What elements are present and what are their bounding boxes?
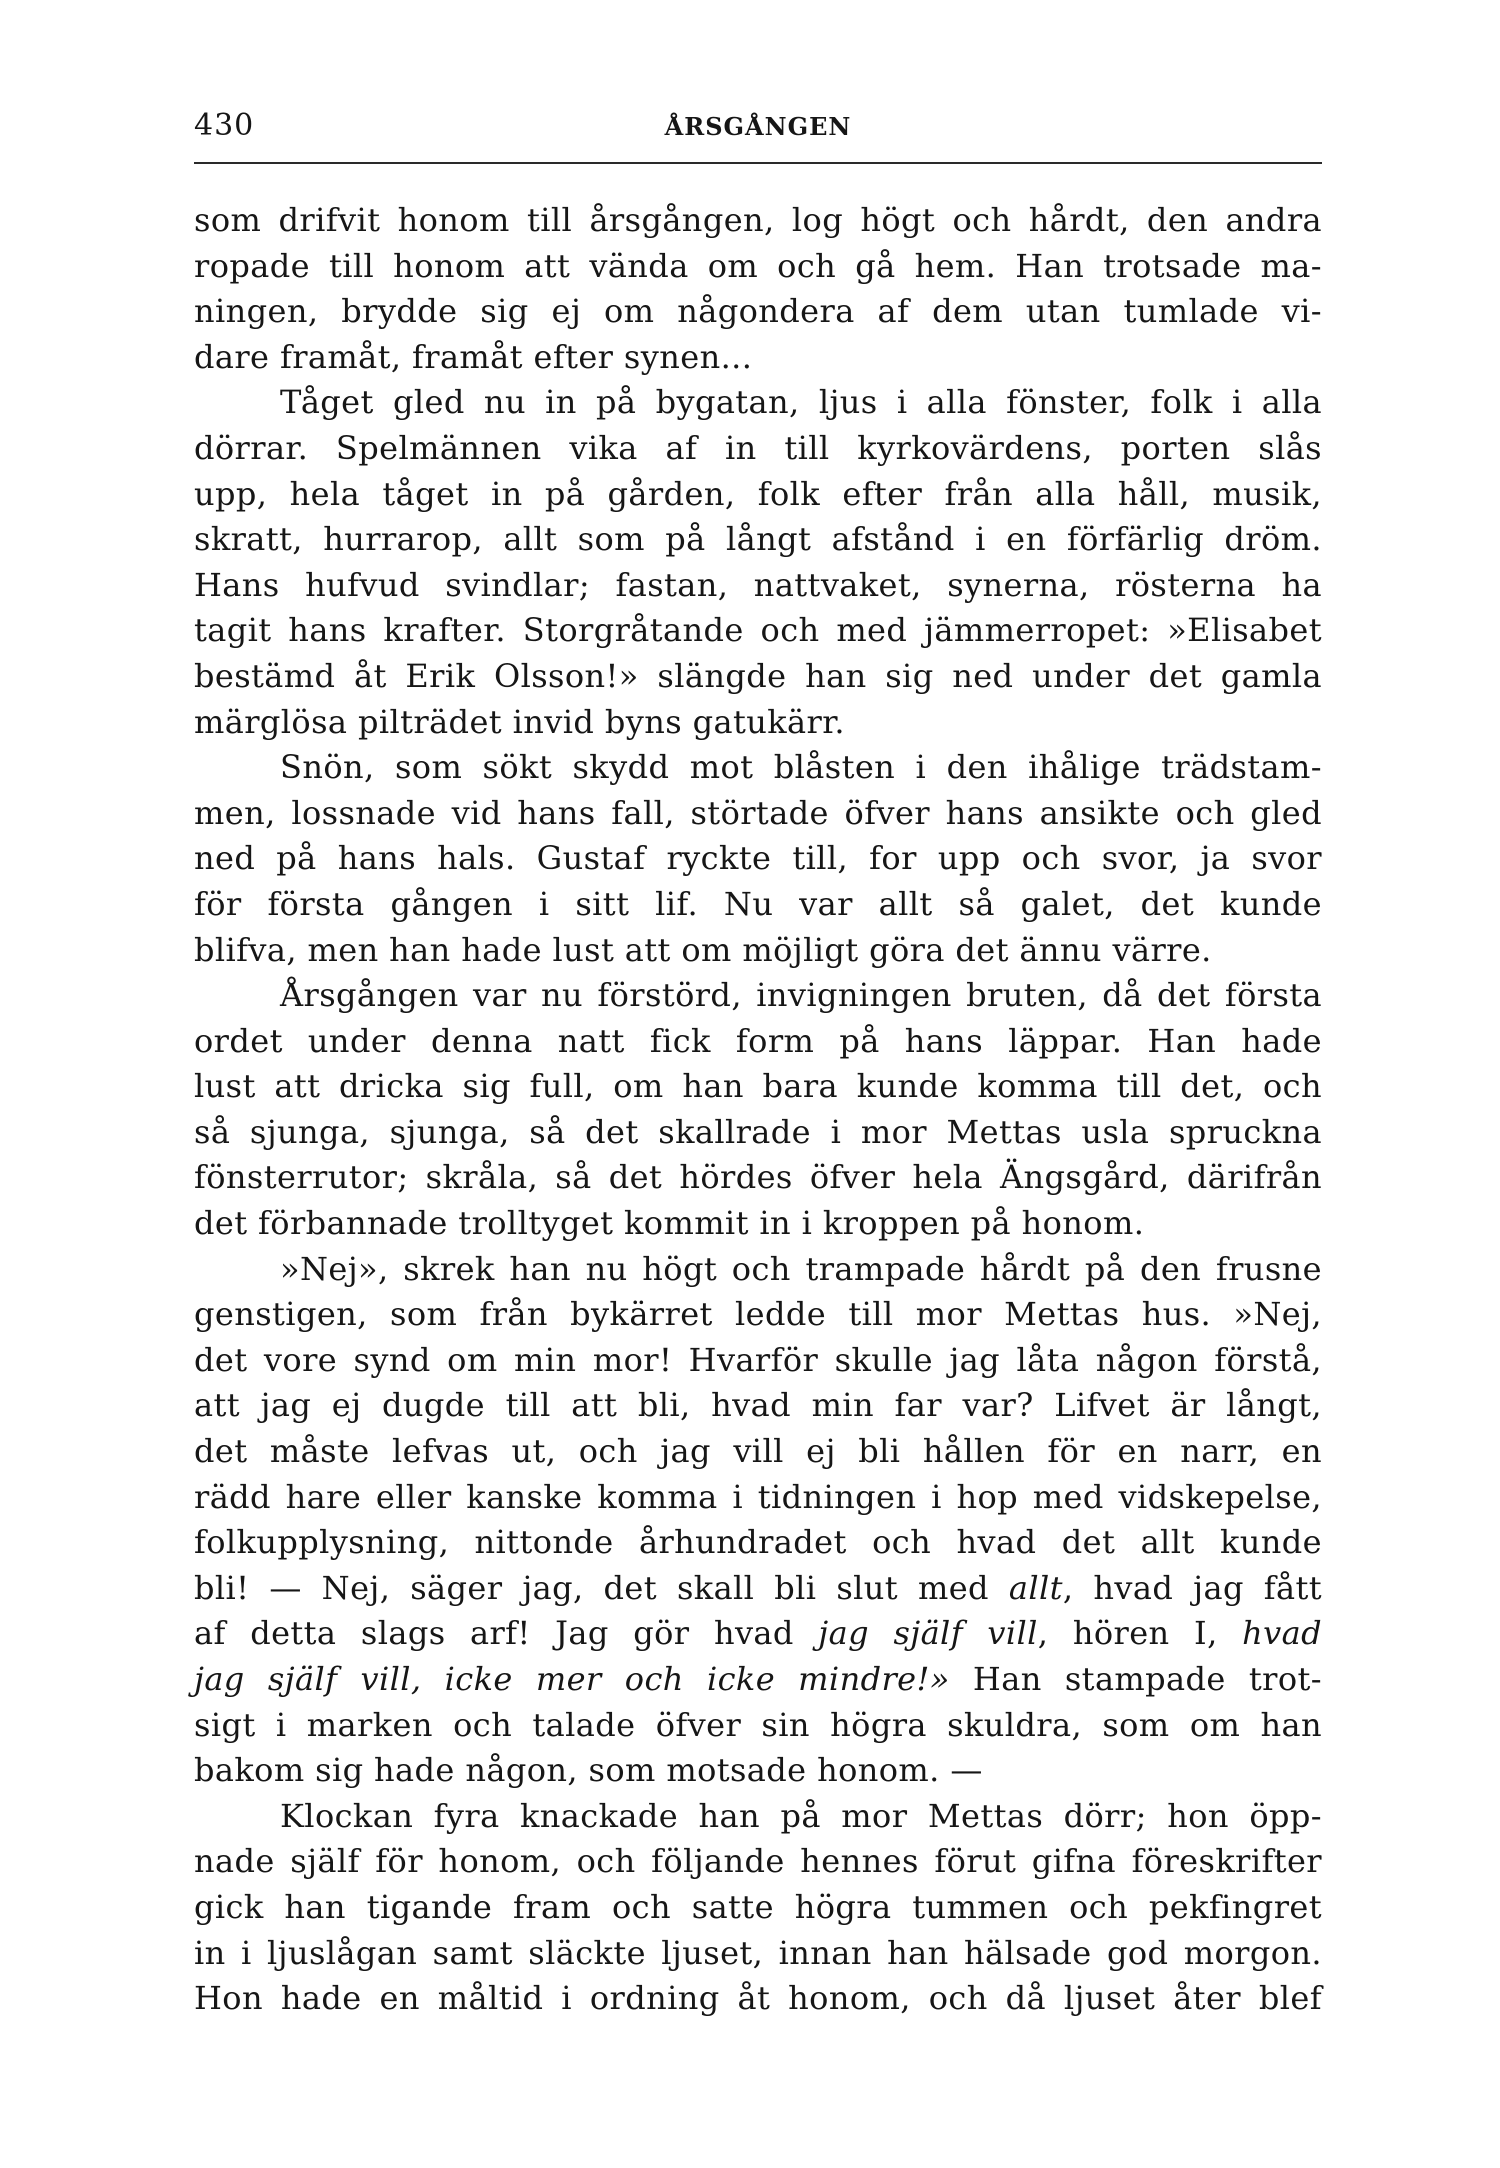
text-segment: bli! — Nej, säger jag, det skall bli slut med [194, 1568, 989, 1607]
italic-text: jag själf vill, icke mer och icke mindre!» [194, 1660, 950, 1698]
text-line: lust att dricka sig full, om han bara kunde komma till det, och [194, 1067, 1322, 1106]
italic-text: hvad [1242, 1614, 1322, 1653]
text-line: Snön, som sökt skydd mot blåsten i den ihålige trädstam- [280, 748, 1322, 787]
text-segment: af detta slags arf! Jag gör hvad [194, 1614, 794, 1653]
text-line: folkupplysning, nittonde århundradet och hvad det allt kunde [194, 1523, 1322, 1562]
text-line: det förbannade trolltyget kommit in i kroppen på honom. [194, 1204, 1145, 1243]
text-line: som drifvit honom till årsgången, log högt och hårdt, den andra [194, 201, 1322, 239]
text-line: det vore synd om min mor! Hvarför skulle jag låta någon förstå, [194, 1340, 1322, 1379]
text-line: sigt i marken och talade öfver sin högra skuldra, som om han [194, 1705, 1322, 1744]
text-line: upp, hela tåget in på gården, folk efter från alla håll, musik, [194, 474, 1322, 513]
text-line: blifva, men han hade lust att om möjligt göra det ännu värre. [194, 930, 1212, 969]
text-line: fönsterrutor; skråla, så det hördes öfver hela Ängsgård, därifrån [194, 1158, 1322, 1197]
text-line: Klockan fyra knackade han på mor Mettas dörr; hon öpp- [280, 1796, 1322, 1835]
text-line [194, 1611, 1322, 1657]
text-line: Hans hufvud svindlar; fastan, nattvaket, synerna, rösterna ha [194, 565, 1322, 604]
text-line: men, lossnade vid hans fall, störtade öfver hans ansikte och gled [194, 793, 1322, 832]
text-line: dare framåt, framåt efter synen... [194, 337, 753, 376]
text-line: ropade till honom att vända om och gå hem. Han trotsade ma- [194, 246, 1322, 285]
text-line: tagit hans krafter. Storgråtande och med jämmerropet: »Elisabet [194, 611, 1322, 650]
text-line: dörrar. Spelmännen vika af in till kyrkovärdens, porten slås [194, 428, 1322, 467]
text-line: nade själf för honom, och följande hennes förut gifna föreskrifter [194, 1842, 1322, 1881]
running-head [194, 108, 1322, 152]
text-line: gick han tigande fram och satte högra tummen och pekfingret [194, 1887, 1322, 1926]
running-title: ÅRSGÅNGEN [664, 112, 852, 141]
text-line: Hon hade en måltid i ordning åt honom, och då ljuset åter blef [194, 1979, 1322, 2018]
text-line: genstigen, som från bykärret ledde till mor Mettas hus. »Nej, [194, 1295, 1322, 1334]
text-line: ned på hans hals. Gustaf ryckte till, for upp och svor, ja svor [194, 839, 1322, 878]
italic-text: allt [1008, 1568, 1063, 1607]
text-line: bakom sig hade någon, som motsade honom. — [194, 1751, 983, 1790]
text-line: Årsgången var nu förstörd, invigningen bruten, då det första [280, 976, 1322, 1015]
text-line: för första gången i sitt lif. Nu var allt så galet, det kunde [194, 884, 1322, 923]
body-text [194, 198, 1322, 2022]
text-segment: , hören I, [1037, 1614, 1218, 1653]
text-line [194, 1566, 1322, 1612]
text-line: ordet under denna natt fick form på hans läppar. Han hade [194, 1021, 1322, 1060]
text-line: det måste lefvas ut, och jag vill ej bli hållen för en narr, en [194, 1432, 1322, 1471]
text-line: bestämd åt Erik Olsson!» slängde han sig ned under det gamla [194, 656, 1322, 695]
text-line: ningen, brydde sig ej om någondera af dem utan tumlade vi- [194, 292, 1322, 331]
text-line: in i ljuslågan samt släckte ljuset, innan han hälsade god morgon. [194, 1933, 1322, 1972]
header-rule [194, 162, 1322, 164]
page-number: 430 [194, 108, 255, 143]
text-segment: , hvad jag fått [1062, 1568, 1323, 1607]
text-line: rädd hare eller kanske komma i tidningen i hop med vidskepelse, [194, 1477, 1322, 1516]
text-line: Tåget gled nu in på bygatan, ljus i alla fönster, folk i alla [280, 383, 1322, 422]
text-line: märglösa pilträdet invid byns gatukärr. [194, 702, 845, 741]
italic-text: jag själf vill [818, 1614, 1038, 1653]
text-line: skratt, hurrarop, allt som på långt afstånd i en förfärlig dröm. [194, 520, 1322, 559]
text-line: så sjunga, sjunga, så det skallrade i mor Mettas usla spruckna [194, 1112, 1322, 1151]
text-segment: Han stampade trot- [972, 1660, 1322, 1698]
text-line [194, 1657, 1322, 1703]
text-line: att jag ej dugde till att bli, hvad min far var? Lifvet är långt, [194, 1386, 1322, 1425]
text-line: »Nej», skrek han nu högt och trampade hårdt på den frusne [280, 1249, 1322, 1288]
